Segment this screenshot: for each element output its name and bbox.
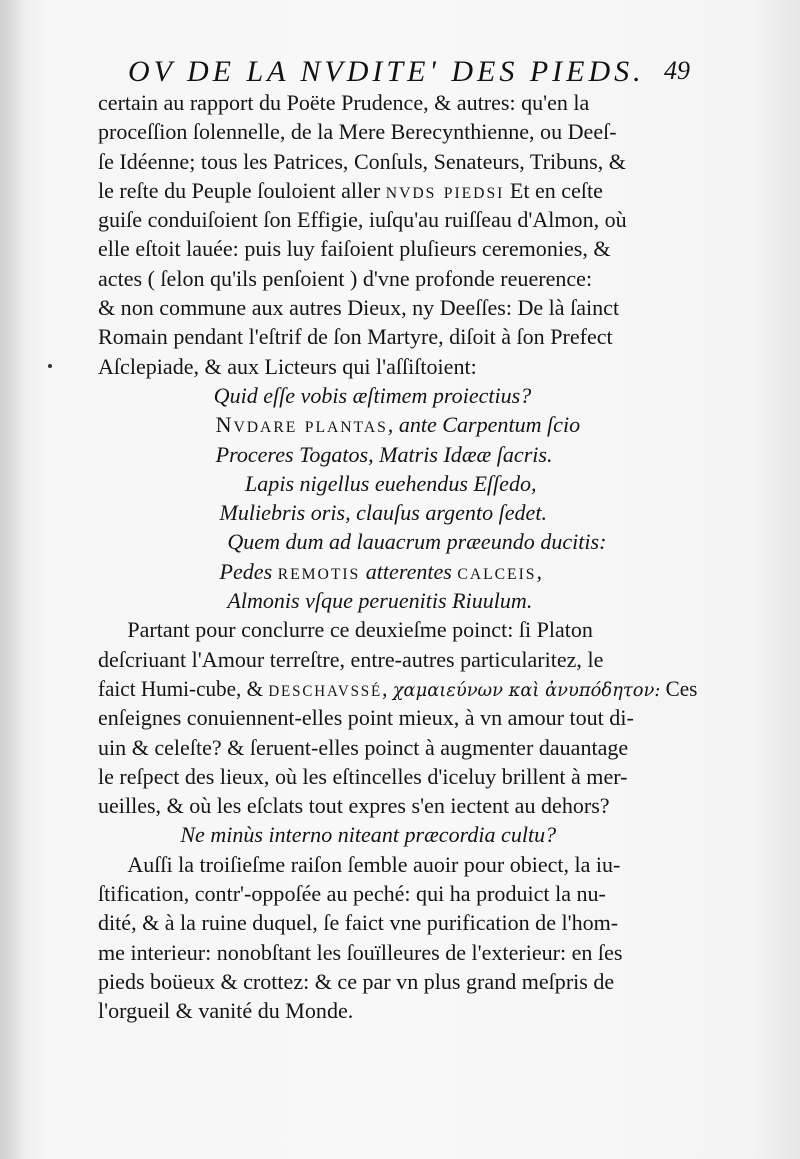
text-segment: , (382, 675, 393, 701)
verse-line: Lapis nigellus euehendus Eſſedo, (245, 470, 537, 496)
text-line: & non commune aux autres Dieux, ny Deeſſes: De là ſainct (98, 295, 620, 321)
verse-line: Ne minùs interno niteant præcordia cultu? (180, 822, 557, 848)
text-line: dité, & à la ruine duquel, ſe faict vne purification de l'hom- (98, 910, 619, 936)
text-line: l'orgueil & vanité du Monde. (98, 998, 354, 1024)
text-line: uin & celeſte? & ſeruent-elles poinct à augmenter dauantage (98, 734, 629, 760)
page-text (98, 88, 710, 1026)
text-line: Partant pour conclurre ce deuxieſme poinct: ſi Platon (127, 617, 593, 643)
small-caps-text: remotis (277, 558, 361, 584)
margin-mark (48, 364, 52, 368)
text-segment: Ces (660, 675, 698, 701)
text-line: Romain pendant l'eſtrif de ſon Martyre, diſoit à ſon Prefect (98, 324, 613, 350)
small-caps-text: Nvdare plantas (215, 412, 388, 438)
text-segment: Pedes (219, 558, 278, 584)
text-line: certain au rapport du Poëte Prudence, & autres: qu'en la (98, 90, 590, 115)
text-line: Aſclepiade, & aux Licteurs qui l'aſſiſtoient: (98, 353, 477, 379)
text-line: ſe Idéenne; tous les Patrices, Conſuls, Senateurs, Tribuns, & (98, 148, 626, 174)
text-line: enſeignes conuiennent-elles point mieux, à vn amour tout di- (98, 705, 634, 731)
text-line: me interieur: nonobſtant les ſouïlleures de l'exterieur: en ſes (98, 939, 623, 965)
text-line: le reſpect des lieux, où les eſtincelles d'iceluy brillent à mer- (98, 763, 628, 789)
text-line (98, 674, 698, 703)
text-line: actes ( ſelon qu'ils penſoient ) d'vne profonde reuerence: (98, 265, 593, 291)
text-line: pieds boüeux & crottez: & ce par vn plus grand meſpris de (98, 968, 615, 994)
text-segment: le reſte du Peuple ſouloient aller (98, 177, 386, 203)
text-segment: atterentes (360, 558, 458, 584)
verse-line: Quid eſſe vobis æſtimem proiectius? (213, 382, 532, 408)
verse-line: Muliebris oris, clauſus argento ſedet. (219, 500, 547, 526)
page-number: 49 (664, 56, 690, 85)
text-segment: , (536, 558, 542, 584)
verse-line: Almonis vſque peruenitis Riuulum. (227, 588, 533, 614)
small-caps-text: deschavssé (268, 675, 383, 701)
text-line: Auſſi la troiſieſme raiſon ſemble auoir pour obiect, la iu- (127, 851, 621, 877)
text-line: deſcriuant l'Amour terreſtre, entre-autres particularitez, le (98, 646, 604, 672)
text-line: ueilles, & où les eſclats tout expres s'en iectent au dehors? (98, 793, 610, 819)
running-header: OV DE LA NVDITE' DES PIEDS. (128, 55, 645, 88)
text-segment: , ante Carpentum ſcio (387, 412, 581, 438)
text-line: guiſe conduiſoient ſon Effigie, iuſqu'au ruiſſeau d'Almon, où (98, 207, 627, 233)
text-segment: faict Humi-cube, & (98, 675, 269, 701)
text-line: elle eſtoit lauée: puis luy faiſoient pluſieurs ceremonies, & (98, 236, 611, 262)
verse-line (98, 410, 698, 439)
text-segment: Et en ceſte (504, 177, 603, 203)
text-line (98, 176, 698, 205)
greek-text: χαμαιεύνων καὶ ἀνυπόδητον: (392, 678, 661, 701)
small-caps-text: calceis (457, 558, 537, 584)
text-line: ſtification, contr'-oppoſée au peché: qui ha produict la nu- (98, 881, 606, 907)
text-line: proceſſion ſolennelle, de la Mere Berecynthienne, ou Deeſ- (98, 119, 617, 145)
small-caps-text: nvds piedsi (385, 177, 505, 203)
verse-line: Proceres Togatos, Matris Idææ ſacris. (215, 441, 553, 467)
verse-line: Quem dum ad lauacrum præeundo ducitis: (227, 529, 607, 555)
verse-line (98, 557, 698, 586)
